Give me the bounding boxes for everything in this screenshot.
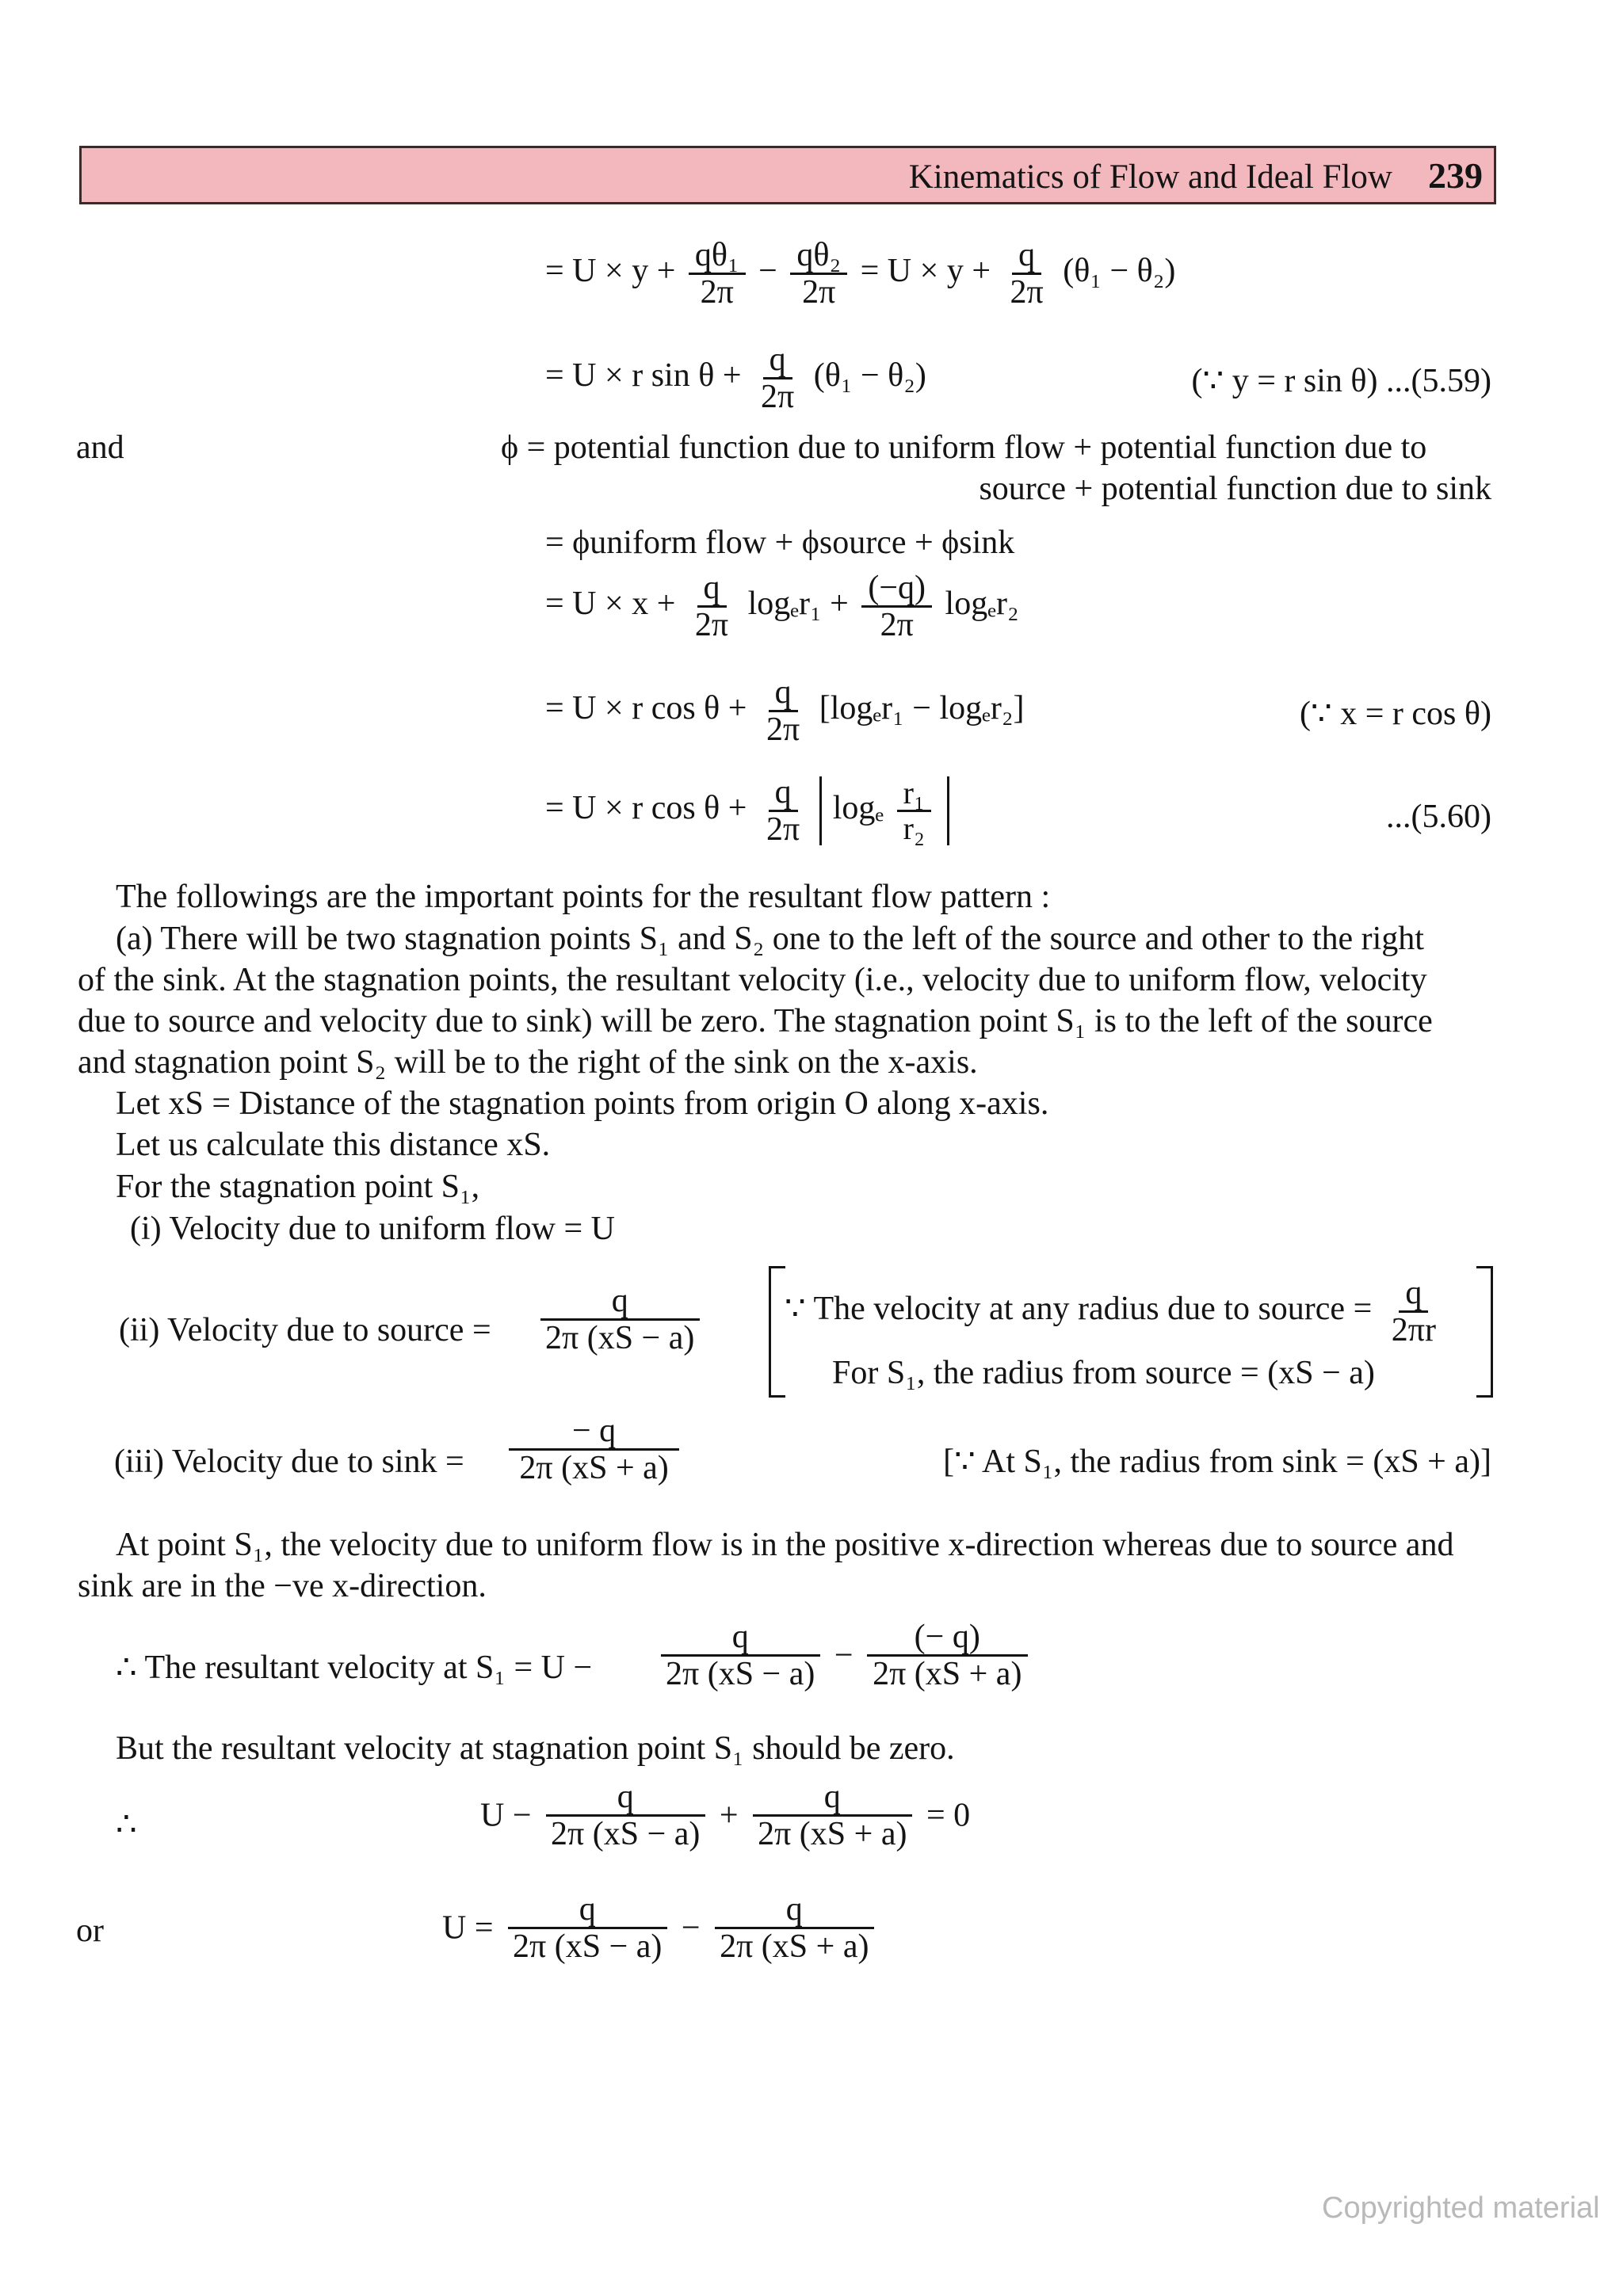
eq-text: logₑr₂	[945, 585, 1019, 623]
fraction: $\frac{q}{2\pi (xS - a)}$	[539, 1283, 701, 1356]
eq-text: = U × r cos θ +	[545, 690, 747, 727]
copyright-watermark: Copyrighted material	[1322, 2191, 1600, 2225]
therefore-symbol: ∴	[116, 1806, 137, 1843]
or-label: or	[76, 1913, 104, 1949]
equation-line-6	[545, 775, 949, 847]
fraction: $\frac{(-q)}{2\pi}$	[861, 570, 932, 643]
u-equation: U = $\frac{q}{2\pi (xS - a)}$ − $\frac{q}{2\pi (xS + a)}$	[442, 1892, 880, 1964]
item-ii-source: (ii) Velocity due to source =	[119, 1312, 491, 1348]
phi-definition-line-1: ϕ = potential function due to uniform flow + potential function due to	[501, 429, 1427, 466]
fraction: $\frac{q}{2\pi}$	[761, 341, 795, 416]
paragraph-let-xs: Let xS = Distance of the stagnation points from origin O along x-axis.	[116, 1085, 1049, 1122]
fraction: $\frac{q}{2\pi}$	[694, 570, 729, 644]
paragraph-calc-xs: Let us calculate this distance xS.	[116, 1127, 551, 1163]
fraction: $\frac{q}{2\pi (xS - a)}$	[506, 1892, 668, 1964]
eq-text: = U × x +	[545, 585, 676, 623]
fraction: $\frac{q}{2\pi (xS + a)}$	[713, 1892, 875, 1964]
eq-text: (θ₁ − θ₂)	[1063, 253, 1176, 290]
resultant-velocity-label: ∴ The resultant velocity at S₁ = U −	[116, 1650, 593, 1686]
paragraph-intro: The followings are the important points for the resultant flow pattern :	[116, 879, 1051, 915]
phi-definition-line-2: source + potential function due to sink	[979, 471, 1491, 507]
equation-line-1	[545, 238, 1175, 310]
eq-text: −	[758, 253, 777, 290]
stagnation-equation: U − $\frac{q}{2\pi (xS - a)}$ + $\frac{q}{2\pi (xS + a)}$ = 0	[480, 1779, 971, 1853]
equation-number-5-59: (∵ y = r sin θ) ...(5.59)	[1191, 363, 1491, 399]
item-ii-fraction	[534, 1283, 705, 1356]
fraction: $\frac{\text{qθ₂}}{2\pi}$	[790, 238, 847, 310]
log-bracket: logₑ $\frac{\text{r₁}}{\text{r₂}}$	[819, 776, 949, 845]
running-header	[79, 146, 1496, 204]
fraction: $\frac{\text{qθ₁}}{2\pi}$	[689, 238, 746, 310]
sink-radius-note: [∵ At S₁, the radius from sink = (xS + a)]	[943, 1444, 1491, 1480]
paragraph-a-line-4: and stagnation point S₂ will be to the right of the sink on the x-axis.	[78, 1044, 978, 1081]
fraction: $\frac{(- q)}{2\pi (xS + a)}$	[866, 1619, 1028, 1691]
paragraph-a-line-1: (a) There will be two stagnation points S₁ and S₂ one to the left of the source and other to the right	[116, 921, 1424, 957]
fraction: $\frac{q}{2\pi (xS - a)}$	[544, 1779, 706, 1852]
eq-text: (θ₁ − θ₂)	[813, 357, 926, 395]
fraction: $\frac{- q}{2\pi (xS + a)}$	[509, 1413, 679, 1486]
fraction: $\frac{q}{2\pi (xS + a)}$	[751, 1779, 913, 1852]
equation-line-4	[545, 570, 1019, 643]
phi-sum-line: = ϕuniform flow + ϕsource + ϕsink	[545, 524, 1015, 561]
paragraph-zero-velocity: But the resultant velocity at stagnation point S₁ should be zero.	[116, 1730, 955, 1767]
fraction: $\frac{q}{2\pi}$	[766, 774, 800, 849]
paragraph-direction-line-2: sink are in the −ve x-direction.	[78, 1568, 487, 1604]
paragraph-direction-line-1: At point S₁, the velocity due to uniform flow is in the positive x-direction whereas due to source and	[116, 1527, 1454, 1563]
fraction: $\frac{\text{r₁}}{\text{r₂}}$	[897, 776, 931, 845]
equation-number-5-60: ...(5.60)	[1386, 799, 1491, 835]
eq-text: logₑr₁ +	[747, 585, 849, 623]
equation-line-5	[545, 675, 1025, 747]
eq-text: = U × y +	[545, 253, 676, 290]
source-radius-note-line-2: For S₁, the radius from source = (xS − a)	[832, 1355, 1375, 1391]
fraction: $\frac{q}{2\pi}$	[1010, 237, 1044, 311]
eq-text: = U × r cos θ +	[545, 790, 747, 827]
fraction: $\frac{q}{2\pi}$	[766, 674, 800, 749]
paragraph-a-line-2: of the sink. At the stagnation points, the resultant velocity (i.e., velocity due to uniform flow, velocity	[78, 962, 1427, 998]
source-radius-note-line-1: ∵ The velocity at any radius due to source = $\frac{q}{2\pi r}$	[785, 1276, 1447, 1348]
page-number: 239	[1428, 155, 1483, 196]
equation-note-x: (∵ x = r cos θ)	[1300, 696, 1491, 732]
eq-text: [logₑr₁ − logₑr₂]	[819, 690, 1025, 727]
item-iii-fraction	[504, 1413, 684, 1486]
item-iii-sink: (iii) Velocity due to sink =	[114, 1444, 464, 1480]
equation-line-2	[545, 342, 926, 414]
fraction: $\frac{q}{2\pi r}$	[1391, 1275, 1436, 1349]
eq-text: = U × y +	[860, 253, 991, 290]
paragraph-for-s1: For the stagnation point S₁,	[116, 1169, 480, 1205]
resultant-velocity-fractions: $\frac{q}{2\pi (xS - a)}$ − $\frac{(- q)}{2\pi (xS + a)}$	[655, 1619, 1033, 1691]
paragraph-a-line-3: due to source and velocity due to sink) will be zero. The stagnation point S₁ is to the left of the source	[78, 1003, 1433, 1039]
and-label: and	[76, 429, 124, 466]
eq-text: = U × r sin θ +	[545, 357, 742, 395]
item-i-uniform-flow: (i) Velocity due to uniform flow = U	[130, 1211, 615, 1247]
header-title: Kinematics of Flow and Ideal Flow	[908, 158, 1392, 196]
fraction: $\frac{q}{2\pi (xS - a)}$	[659, 1619, 821, 1691]
